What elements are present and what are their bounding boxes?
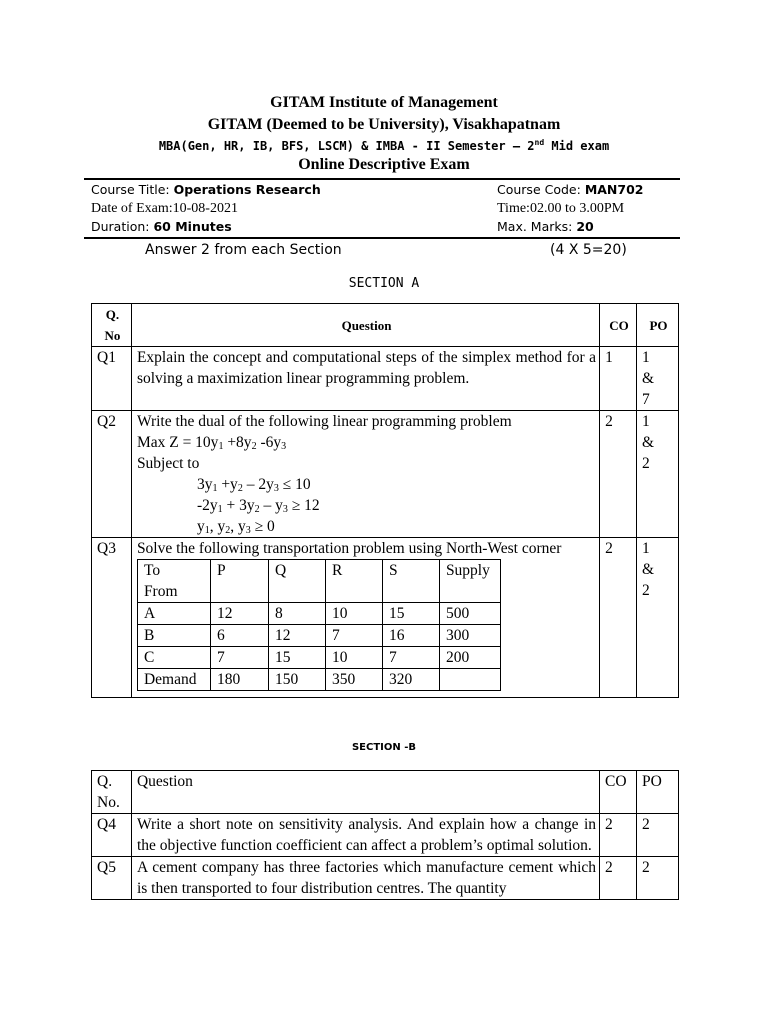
question-text: Explain the concept and computational steps of the simplex method for a solving a maximization linear programming problem.: [131, 347, 599, 411]
co-value: 2: [600, 538, 637, 698]
duration-line: Duration: 60 Minutes: [91, 219, 232, 234]
answer-instruction: Answer 2 from each Section: [145, 242, 342, 258]
question-number: Q1: [92, 347, 132, 411]
question-header: Question: [131, 304, 599, 347]
section-a-title: SECTION A: [348, 276, 420, 291]
po-value: 1 & 2: [637, 411, 679, 538]
programme-line: MBA(Gen, HR, IB, BFS, LSCM) & IMBA - II Semester – 2nd Mid exam: [158, 138, 610, 153]
q2-subject-to: Subject to: [136, 455, 200, 472]
marks-distribution: (4 X 5=20): [550, 242, 627, 258]
question-text: [131, 411, 599, 538]
table-row: B 6 12 7 16 300: [137, 625, 500, 647]
section-a-table: [91, 303, 679, 698]
exam-time-line: Time:02.00 to 3.00PM: [497, 201, 625, 216]
header-rule-bottom: [84, 237, 680, 239]
column-header: Supply: [439, 560, 500, 603]
co-value: 2: [600, 814, 637, 857]
section-b-table: [91, 770, 679, 900]
table-row: C 7 15 10 7 200: [137, 647, 500, 669]
po-value: 1 & 2: [637, 538, 679, 698]
table-row: A 12 8 10 15 500: [137, 603, 500, 625]
co-header: CO: [600, 304, 637, 347]
po-header: PO: [637, 771, 679, 814]
corner-cell-to: To: [137, 560, 210, 582]
q2-constraint-2: $-2y_1 + 3y_2 - y_3 \ge 12$: [196, 497, 320, 515]
section-a-header-row: [92, 304, 679, 347]
co-value: 2: [600, 411, 637, 538]
university-name: GITAM (Deemed to be University), Visakhapatnam: [207, 116, 561, 133]
question-number: Q5: [92, 857, 132, 900]
co-header: CO: [600, 771, 637, 814]
transportation-table: [137, 559, 501, 691]
institute-name: GITAM Institute of Management: [270, 94, 498, 111]
question-row-q4: [92, 814, 679, 857]
max-marks-line: Max. Marks: 20: [497, 219, 594, 234]
po-value: 2: [637, 814, 679, 857]
qno-header: Q. No: [92, 304, 132, 347]
question-row-q2: [92, 411, 679, 538]
transport-header-row: [137, 560, 500, 582]
po-value: 2: [637, 857, 679, 900]
question-text: A cement company has three factories which manufacture cement which is then transported to four distribution centres. The quantity: [131, 857, 599, 900]
question-text: [131, 538, 599, 698]
question-header: Question: [131, 771, 599, 814]
column-header: Q: [268, 560, 325, 603]
q2-intro: Write the dual of the following linear programming problem: [136, 413, 512, 430]
q2-constraint-1: $3y_1 +y_2 - 2y_3 \le 10$: [196, 476, 311, 494]
q3-text: Solve the following transportation problem using North-West corner: [136, 540, 562, 557]
po-value: 1 & 7: [637, 347, 679, 411]
section-b-title: SECTION -B: [351, 742, 417, 753]
column-header: P: [210, 560, 268, 603]
section-b-header-row: [92, 771, 679, 814]
q2-constraint-3: $y_1$, $y_2$, $y_3 \ge 0$: [196, 518, 275, 536]
corner-cell-from: From: [137, 581, 210, 603]
table-row: Demand 180 150 350 320: [137, 669, 500, 691]
column-header: S: [382, 560, 439, 603]
po-header: PO: [637, 304, 679, 347]
exam-date-line: Date of Exam:10-08-2021: [91, 201, 238, 216]
question-number: Q3: [92, 538, 132, 698]
co-value: 2: [600, 857, 637, 900]
question-row-q3: [92, 538, 679, 698]
qno-header: Q. No.: [92, 771, 132, 814]
column-header: R: [325, 560, 382, 603]
course-code-line: Course Code: MAN702: [497, 182, 644, 197]
co-value: 1: [600, 347, 637, 411]
q2-objective: Max $Z = 10y_1 +8y_2$ $-6y_3$: [136, 434, 287, 452]
question-number: Q4: [92, 814, 132, 857]
question-number: Q2: [92, 411, 132, 538]
course-title-line: Course Title: Operations Research: [91, 182, 321, 197]
question-text: Write a short note on sensitivity analysis. And explain how a change in the objective function coefficient can affect a problem’s optimal solution.: [131, 814, 599, 857]
question-row-q1: [92, 347, 679, 411]
header-rule-top: [84, 178, 680, 180]
question-row-q5: [92, 857, 679, 900]
exam-type-title: Online Descriptive Exam: [298, 156, 470, 173]
